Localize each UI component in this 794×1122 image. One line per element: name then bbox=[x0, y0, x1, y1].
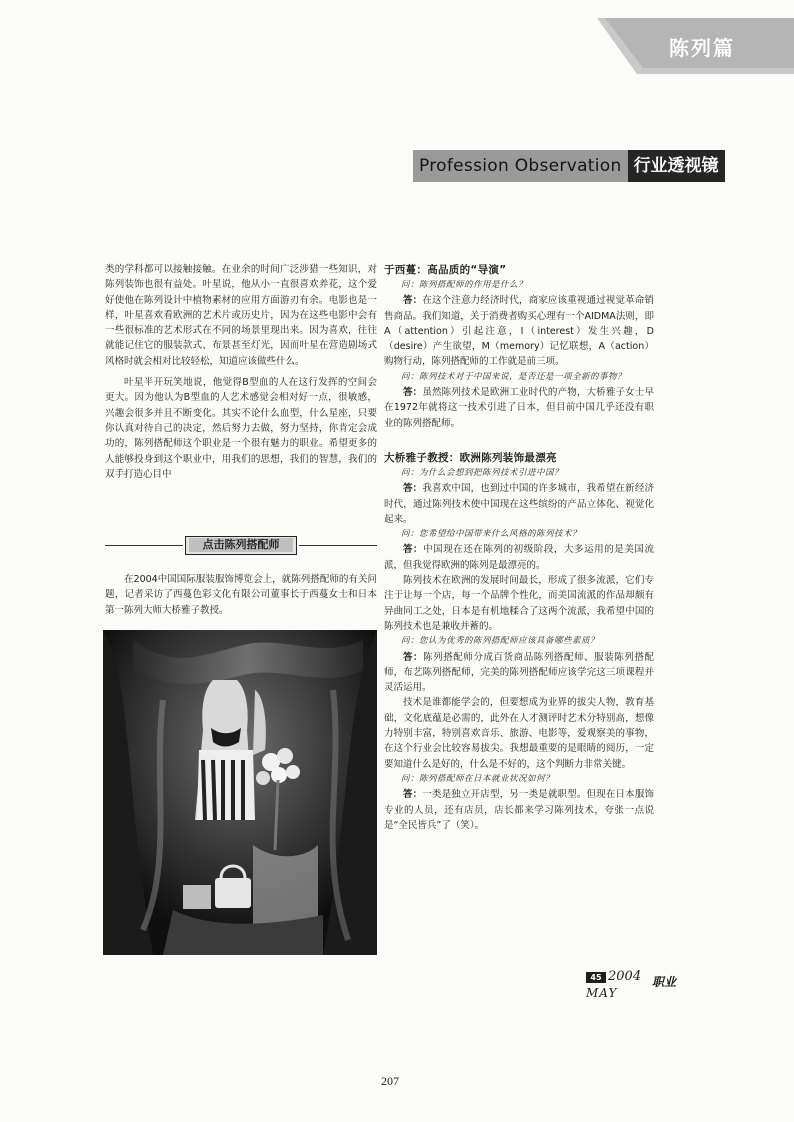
answer-label: 答： bbox=[403, 789, 423, 801]
question-2: 问：陈列技术对于中国来说，是否还是一项全新的事物？ bbox=[401, 371, 627, 382]
answer-5-text: 陈列搭配师分成百货商品陈列搭配师、服装陈列搭配师，布艺陈列搭配师，完美的陈列搭配师应该学完这三项课程并灵活运用。 bbox=[384, 651, 654, 694]
answer-5-continued: 技术是谁都能学会的，但要想成为业界的拔尖人物，教育基础，文化底蕴是必需的，此外在人才测评时艺术分特别高，想像力特别丰富，特别喜欢音乐、旅游、电影等，爱观察美的事物，在这个行业会比较容易拔尖。我想最重要的是眼睛的阅历，一定要知道什么是好的，什么是不好的，这个判断力非常关键。 bbox=[384, 697, 654, 770]
page-badge: 45 bbox=[586, 972, 606, 983]
answer-label: 答： bbox=[403, 295, 423, 307]
answer-label: 答： bbox=[403, 651, 424, 663]
heading-title: 点击陈列搭配师 bbox=[189, 538, 293, 552]
spacer bbox=[384, 431, 654, 450]
interview-heading-1: 于西蔓：高品质的“导演” bbox=[384, 264, 507, 276]
answer-label: 答： bbox=[403, 387, 423, 399]
question-6: 问：陈列搭配师在日本就业状况如何？ bbox=[401, 773, 555, 784]
section-tab-label: 陈列篇 bbox=[669, 36, 735, 60]
page-number: 207 bbox=[381, 1074, 399, 1088]
banner-english: Profession Observation bbox=[413, 150, 628, 182]
magazine-footer bbox=[586, 970, 676, 1010]
answer-label: 答： bbox=[403, 544, 424, 556]
answer-4-continued: 陈列技术在欧洲的发展时间最长，形成了很多流派，它们专注于让每一个店，每一个品牌个性化，而美国流派的作品却颇有异曲同工之处，日本是有机地糅合了这两个流派，我希望中国的陈列技术也是兼收并蓄的。 bbox=[384, 575, 654, 632]
answer-4 bbox=[384, 542, 654, 573]
heading-rule-left bbox=[105, 545, 183, 546]
column-banner bbox=[413, 150, 725, 182]
magazine-name: 职业 bbox=[652, 975, 677, 989]
intro-text: 在2004中国国际服装服饰博览会上，就陈列搭配师的有关问题，记者采访了西蔓色彩文化有限公司董事长于西蔓女士和日本第一陈列大师大桥雅子教授。 bbox=[105, 574, 377, 616]
section-heading bbox=[105, 535, 377, 555]
question-4: 问：您希望给中国带来什么风格的陈列技术？ bbox=[401, 529, 582, 540]
heading-rule-right bbox=[299, 545, 377, 546]
section-tab bbox=[597, 18, 794, 74]
banner-chinese: 行业透视镜 bbox=[628, 150, 725, 182]
left-column bbox=[105, 262, 377, 482]
right-column bbox=[384, 262, 654, 833]
answer-1-text: 在这个注意力经济时代，商家应该重视通过视觉革命销售商品。我们知道，关于消费者购买心理有一个AIDMA法则，即A（attention）引起注意，I（interest）发生兴趣，D（desire）产生欲望，M（memory）记忆联想，A（action）购物行动，陈列搭配师的工作就是前三项。 bbox=[384, 295, 654, 368]
answer-2-text: 虽然陈列技术是欧洲工业时代的产物，大桥雅子女士早在1972年就将这一技术引进了日本，但目前中国几乎还没有职业的陈列搭配师。 bbox=[384, 387, 654, 429]
question-5: 问：您认为优秀的陈列搭配师应该具备哪些素质？ bbox=[401, 636, 600, 647]
answer-label: 答： bbox=[403, 483, 423, 495]
answer-1 bbox=[384, 293, 654, 369]
answer-5 bbox=[384, 650, 654, 696]
question-3: 问：为什么会想到把陈列技术引进中国？ bbox=[401, 467, 564, 478]
answer-6 bbox=[384, 787, 654, 833]
answer-4-text: 中国现在还在陈列的初级阶段，大多运用的是美国流派，但我觉得欧洲的陈列是最漂亮的。 bbox=[384, 544, 654, 571]
issue-year: 2004 bbox=[608, 969, 642, 984]
answer-3-text: 我喜欢中国，也到过中国的许多城市，我希望在新经济时代，通过陈列技术使中国现在这些缤纷的产品立体化、视觉化起来。 bbox=[384, 483, 654, 525]
issue-month: MAY bbox=[586, 986, 618, 1000]
photo-illustration bbox=[103, 630, 377, 955]
answer-6-text: 一类是独立开店型，另一类是就职型。但现在日本服饰专业的人员，还有店员，店长都来学习陈列技术，夸张一点说是“全民皆兵”了（笑）。 bbox=[384, 789, 654, 831]
question-1: 问：陈列搭配师的作用是什么？ bbox=[401, 280, 528, 290]
left-paragraph: 叶星半开玩笑地说，他觉得B型血的人在这行发挥的空间会更大。因为他认为B型血的人艺术感觉会相对好一点，很敏感，兴趣会很多并且不断变化。其实不论什么血型，什么星座，只要你认真对待自己的决定，然后努力去做，努力坚持，你肯定会成功的，陈列搭配师这个职业是一个很有魅力的职业。希望更多的人能够投身到这个职业中，用我们的思想，我们的智慧，我们的双手打造心目中 bbox=[105, 377, 377, 480]
left-paragraph: 类的学科都可以接触接触。在业余的时间广泛涉猎一些知识，对陈列装饰也很有益处。叶星说，他从小一直很喜欢养花，这个爱好使他在陈列设计中植物素材的应用方面游刃有余。电影也是一样，叶星喜欢看欧洲的艺术片或历史片，因为在这些电影中会有一些很标准的艺术形式在不同的场景里现出来。因为喜欢，往往就能记住它的服装款式、布景甚至灯光，因而叶星在营造剧场式风格时就会相对比较轻松，知道应该做些什么。 bbox=[105, 264, 377, 367]
intro-paragraph bbox=[105, 572, 377, 618]
answer-2 bbox=[384, 385, 654, 431]
interview-heading-2: 大桥雅子教授：欧洲陈列装饰最漂亮 bbox=[384, 451, 557, 464]
answer-3 bbox=[384, 481, 654, 527]
display-window-photo bbox=[103, 630, 377, 955]
